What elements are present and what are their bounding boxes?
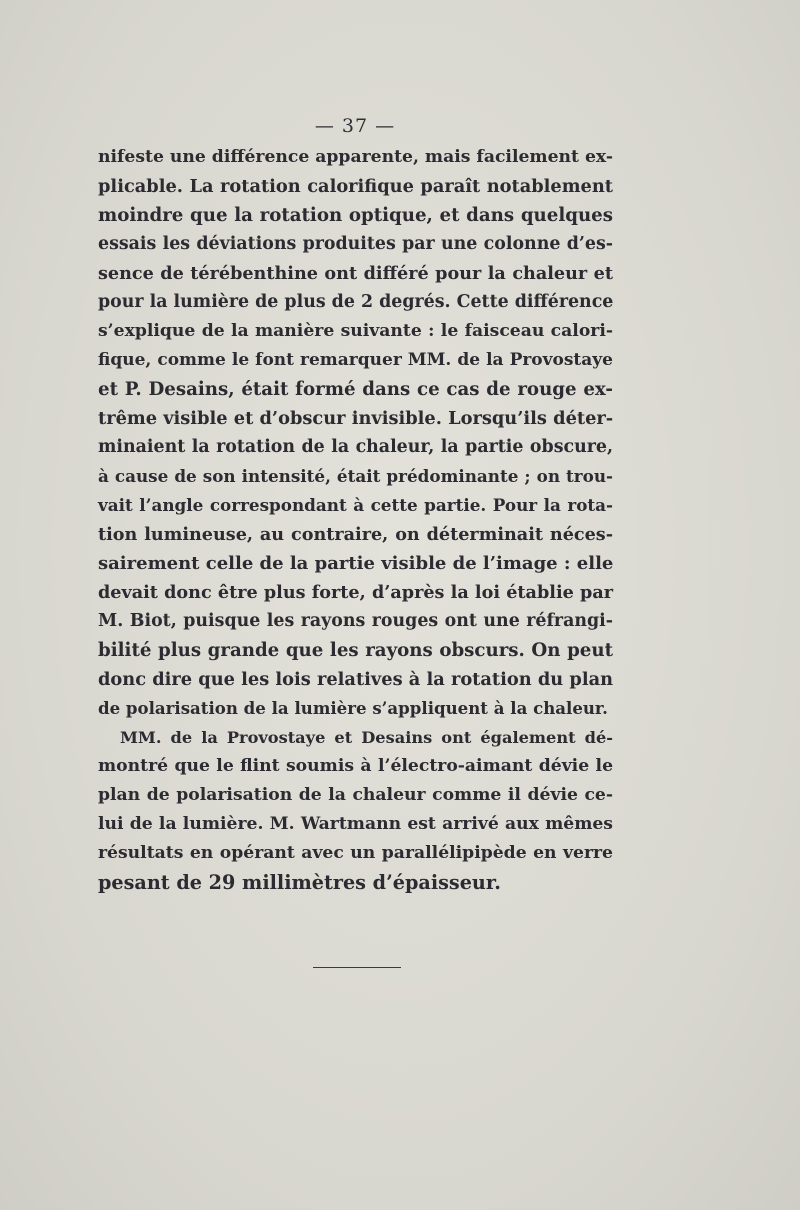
text-line: essais les déviations produites par une colonne d’es- xyxy=(98,234,613,254)
text-line: lui de la lumière. M. Wartmann est arrivé aux mêmes xyxy=(98,814,613,834)
text-line: de polarisation de la lumière s’appliquent à la chaleur. xyxy=(98,698,608,718)
text-line: à cause de son intensité, était prédominante ; on trou- xyxy=(98,466,613,486)
body-text xyxy=(98,143,613,897)
text-line: fique, comme le font remarquer MM. de la Provostaye xyxy=(98,350,613,370)
text-line: nifeste une différence apparente, mais facilement ex- xyxy=(98,147,613,167)
text-line: s’explique de la manière suivante : le faisceau calori- xyxy=(98,321,613,341)
text-line: pesant de 29 millimètres d’épaisseur. xyxy=(98,871,501,894)
text-line: M. Biot, puisque les rayons rouges ont une réfrangi- xyxy=(98,611,613,631)
text-line: donc dire que les lois relatives à la rotation du plan xyxy=(98,669,614,690)
text-line: trême visible et d’obscur invisible. Lorsqu’ils déter- xyxy=(98,408,614,429)
text-line: vait l’angle correspondant à cette partie. Pour la rota- xyxy=(98,495,613,515)
text-line: tion lumineuse, au contraire, on déterminait néces- xyxy=(98,524,613,545)
section-divider xyxy=(313,967,401,968)
text-line: sairement celle de la partie visible de l’image : elle xyxy=(98,553,614,574)
page-number: — 37 — xyxy=(314,115,396,137)
text-line: résultats en opérant avec un parallélipipède en verre xyxy=(98,843,613,863)
text-line: devait donc être plus forte, d’après la loi établie par xyxy=(98,582,613,603)
text-line: bilité plus grande que les rayons obscurs. On peut xyxy=(98,640,613,661)
text-line: plan de polarisation de la chaleur comme il dévie ce- xyxy=(98,785,613,805)
text-line: MM. de la Provostaye et Desains ont également dé- xyxy=(120,728,613,747)
text-line: pour la lumière de plus de 2 degrés. Cette différence xyxy=(98,292,614,312)
text-line: moindre que la rotation optique, et dans quelques xyxy=(98,205,613,226)
text-line: plicable. La rotation calorifique paraît notablement xyxy=(98,176,613,197)
text-line: et P. Desains, était formé dans ce cas de rouge ex- xyxy=(98,379,613,400)
text-line: minaient la rotation de la chaleur, la partie obscure, xyxy=(98,437,613,457)
text-line: sence de térébenthine ont différé pour la chaleur et xyxy=(98,263,613,284)
text-line: montré que le flint soumis à l’électro-aimant dévie le xyxy=(98,756,613,776)
